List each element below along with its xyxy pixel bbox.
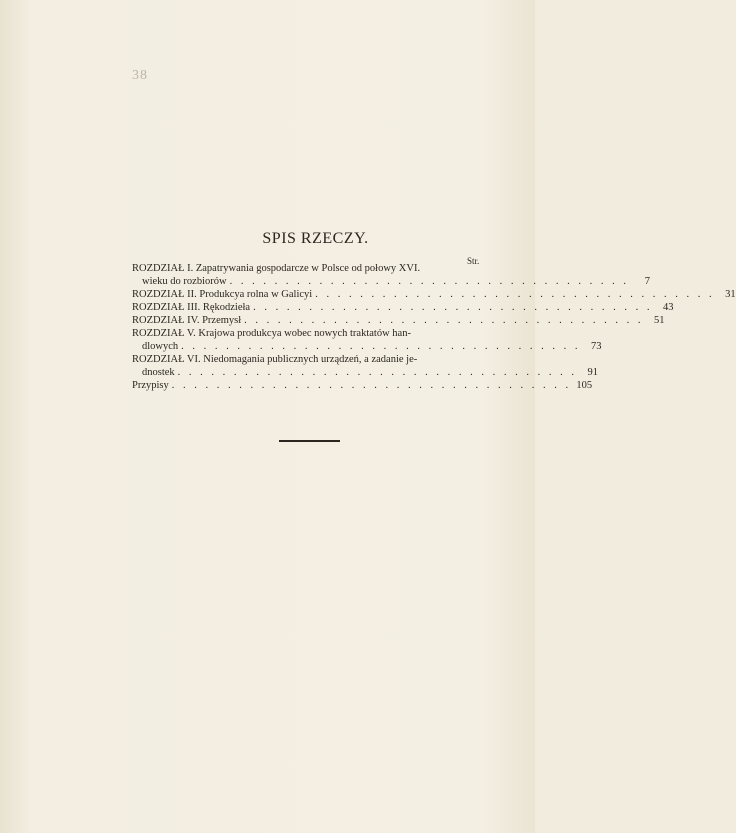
toc-entry-page: 7 [644, 276, 650, 287]
toc-entry-title: ROZDZIAŁ VI. Niedomagania publicznych urządzeń, a zadanie je- [132, 354, 418, 365]
toc-entry-line [132, 275, 650, 288]
toc-entry-line [132, 327, 486, 340]
dot-leader: . . . . . . . . . . . . . . . . . . . . . . . . . . . . . . . . . . . . [181, 341, 581, 352]
toc-entry-page: 43 [662, 302, 674, 313]
toc-entry-title: Przypisy [132, 380, 169, 391]
toc-entry-title: ROZDZIAŁ II. Produkcya rolna w Galicyi [132, 289, 313, 300]
toc-entry-page: 73 [591, 341, 602, 352]
dot-leader: . . . . . . . . . . . . . . . . . . . . . . . . . . . . . . . . . . . . [177, 367, 578, 378]
toc-entry-line [132, 353, 486, 366]
dot-leader: . . . . . . . . . . . . . . . . . . . . . . . . . . . . . . . . . . . . [315, 289, 715, 300]
toc-entry-title-continued: wieku do rozbiorów [142, 276, 227, 287]
toc-entry-rozdzial-4 [132, 314, 665, 327]
toc-entry-title: ROZDZIAŁ V. Krajowa produkcya wobec nowych traktatów han- [132, 328, 411, 339]
page-column-label: Str. [467, 256, 480, 266]
toc-entry-przypisy [132, 379, 593, 392]
toc-entry-page: 31 [725, 289, 736, 300]
dot-leader: . . . . . . . . . . . . . . . . . . . . . . . . . . . . . . . . . . . . [244, 315, 644, 326]
toc-entry-line [132, 301, 674, 314]
toc-entry-page: 105 [576, 380, 593, 391]
toc-entry-line [132, 314, 665, 327]
closing-rule [279, 440, 340, 442]
toc-entry-rozdzial-1 [132, 262, 650, 288]
toc-entry-rozdzial-2 [132, 288, 736, 301]
page-number: 38 [132, 68, 148, 83]
toc-entry-rozdzial-5 [132, 327, 602, 353]
toc-entry-title-continued: dlowych [142, 341, 179, 352]
toc-entry-title: ROZDZIAŁ I. Zapatrywania gospodarcze w Polsce od połowy XVI. [132, 263, 421, 274]
dot-leader: . . . . . . . . . . . . . . . . . . . . . . . . . . . . . . . . . . . . [171, 380, 572, 391]
dot-leader: . . . . . . . . . . . . . . . . . . . . . . . . . . . . . . . . . . . . [253, 302, 653, 313]
dot-leader: . . . . . . . . . . . . . . . . . . . . . . . . . . . . . . . . . . . . [229, 276, 629, 287]
toc-entry-rozdzial-3 [132, 301, 674, 314]
toc-title-wrapper [0, 230, 535, 248]
toc-entry-rozdzial-6 [132, 353, 599, 379]
toc-entry-page: 51 [654, 315, 665, 326]
toc-entry-line [132, 366, 599, 379]
toc-entry-line [132, 340, 602, 353]
toc-entry-line [132, 288, 736, 301]
toc-title: SPIS RZECZY. [262, 230, 369, 247]
toc-entry-title: ROZDZIAŁ IV. Przemysł [132, 315, 242, 326]
toc-entry-title-continued: dnostek [142, 367, 175, 378]
toc-entry-line [132, 262, 486, 275]
toc-entry-page: 91 [587, 367, 599, 378]
table-of-contents [132, 262, 736, 392]
toc-entry-title: ROZDZIAŁ III. Rękodzieła [132, 302, 251, 313]
toc-entry-line [132, 379, 593, 392]
